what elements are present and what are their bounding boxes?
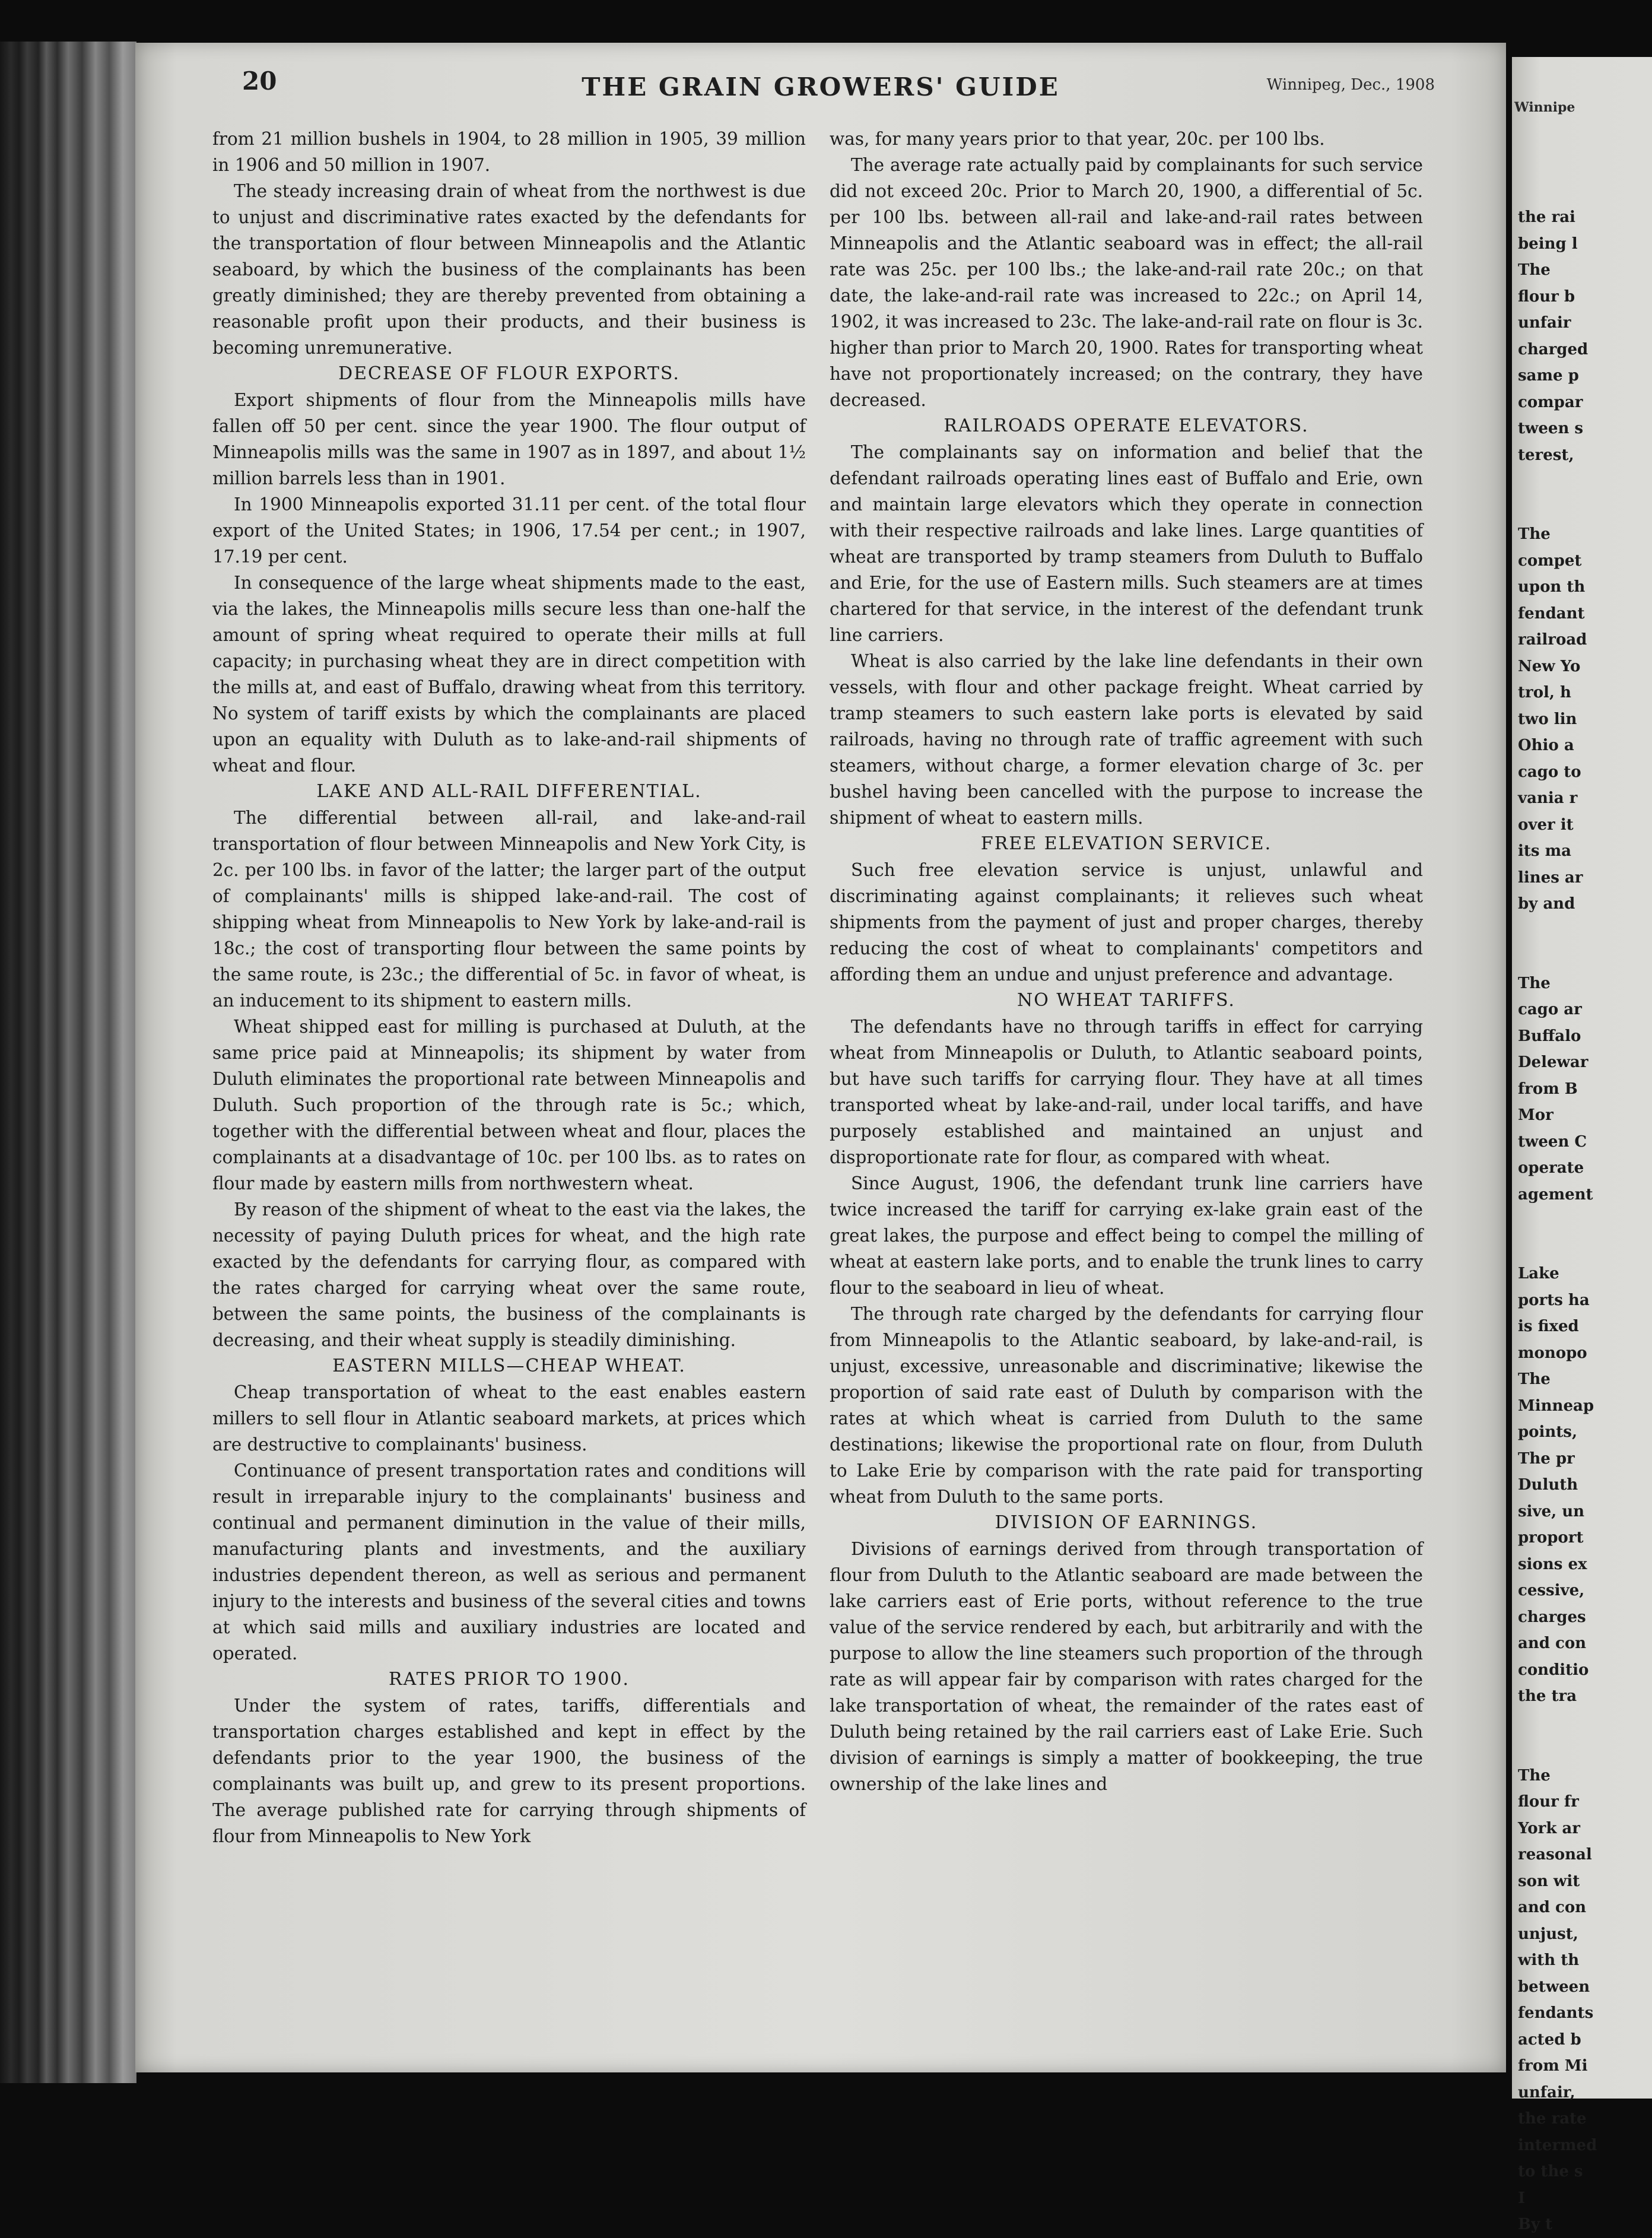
next-page-line-fragment: The <box>1518 1766 1551 1785</box>
paragraph: The differential between all-rail, and lake-and-rail transportation of flour between Minneapolis and New York City, is 2c. per 100 lbs. in favor of the latter; the larger part of the output of complainants' mills is shipped lake-and-rail. The cost of shipping wheat from Minneapolis to New York by lake-and-rail is 18c.; the cost of transporting flour between the same points by the same route, is 23c.; the differential of 5c. in favor of wheat, is an inducement to its shipment to eastern mills. <box>212 808 806 1011</box>
section-heading: DIVISION OF EARNINGS. <box>995 1512 1258 1533</box>
next-page-line-fragment: son wit <box>1518 1872 1580 1890</box>
left-text-column <box>212 126 806 1849</box>
next-page-line-fragment: cessive, <box>1518 1582 1585 1599</box>
next-page-line-fragment: lines ar <box>1518 868 1583 887</box>
next-page-edge <box>1512 57 1652 2233</box>
next-page-line-fragment: unfair, <box>1518 2083 1575 2102</box>
next-page-line-fragment: and con <box>1518 1899 1587 1916</box>
next-page-line-fragment <box>1518 468 1597 495</box>
section-heading: RATES PRIOR TO 1900. <box>389 1669 630 1690</box>
next-page-line-fragment: being l <box>1518 234 1578 253</box>
section-heading: DECREASE OF FLOUR EXPORTS. <box>338 363 680 384</box>
next-page-line-fragment: sions ex <box>1518 1555 1587 1573</box>
paragraph: Wheat shipped east for milling is purchased at Duluth, at the same price paid at Minneapolis; its shipment by water from Duluth eliminates the proportional rate between Minneapolis and Duluth. Such proportion of the through rate is 5c.; which, together with the differential between wheat and flour, places the complainants at a disadvantage of 10c. per 100 lbs. as to rates on flour made by eastern mills from northwestern wheat. <box>212 1017 806 1193</box>
next-page-line-fragment: Buffalo <box>1518 1027 1581 1045</box>
next-page-line-fragment: cago to <box>1518 763 1581 781</box>
paragraph: from 21 million bushels in 1904, to 28 million in 1905, 39 million in 1906 and 50 million in 1907. <box>212 129 806 175</box>
next-page-line-fragment: by and <box>1518 895 1575 913</box>
next-page-line-fragment: cago ar <box>1518 1001 1582 1018</box>
next-page-line-fragment <box>1518 1208 1597 1234</box>
next-page-line-fragment: reasonal <box>1518 1846 1592 1864</box>
next-page-line-fragment: The <box>1518 525 1551 543</box>
next-page-line-fragment: upon th <box>1518 578 1586 596</box>
next-page-line-fragment: vania r <box>1518 789 1578 807</box>
next-page-line-fragment: the rai <box>1518 208 1575 226</box>
next-page-line-fragment: compar <box>1518 393 1583 411</box>
masthead-title: THE GRAIN GROWERS' GUIDE <box>582 72 1060 101</box>
next-page-line-fragment: monopo <box>1518 1344 1587 1362</box>
paragraph: Continuance of present transportation rates and conditions will result in irreparable injury to the complainants' business and continual and permanent diminution in the value of their mills, manufacturing plants and investments, and the auxiliary industries dependent thereon, as well as serious and permanent injury to the interests and business of the several cities and towns at which said mills and auxiliary industries are located and operated. <box>212 1461 806 1664</box>
paragraph: Such free elevation service is unjust, unlawful and discriminating against complainants; it relieves such wheat shipments from the payment of just and proper charges, thereby reducing the cost of wheat to complainants' competitors and affording them an undue and unjust preference and advantage. <box>830 860 1423 985</box>
next-page-line-fragment <box>1518 1234 1597 1261</box>
next-page-line-fragment: The <box>1518 974 1551 992</box>
next-page-line-fragment: unfair <box>1518 314 1571 332</box>
right-text-column <box>830 126 1423 1797</box>
next-page-line-fragment: charges <box>1518 1608 1586 1626</box>
next-page-line-fragment: Lake <box>1518 1265 1559 1283</box>
page-number: 20 <box>242 66 277 96</box>
paragraph: By reason of the shipment of wheat to the east via the lakes, the necessity of paying Duluth prices for wheat, and the high rate exacted by the defendants for carrying flour, as compared with the rates charged for carrying wheat over the same route, between the same points, the business of the complainants is decreasing, and their wheat supply is steadily diminishing. <box>212 1199 806 1350</box>
next-page-line-fragment: railroad <box>1518 631 1587 649</box>
next-page-line-fragment <box>1518 918 1597 944</box>
next-page-line-fragment: is fixed <box>1518 1318 1579 1335</box>
section-heading: FREE ELEVATION SERVICE. <box>980 833 1272 854</box>
next-page-line-fragment: from Mi <box>1518 2057 1588 2075</box>
section-heading: LAKE AND ALL-RAIL DIFFERENTIAL. <box>316 781 702 802</box>
next-page-line-fragment: the rate <box>1518 2110 1587 2128</box>
next-page-line-fragment: I <box>1518 2189 1526 2207</box>
next-page-line-fragment: tween s <box>1518 420 1584 437</box>
paragraph: Export shipments of flour from the Minneapolis mills have fallen off 50 per cent. since the year 1900. The flour output of Minneapolis mills was the same in 1907 as in 1897, and about 1½ million barrels less than in 1901. <box>212 390 806 488</box>
next-page-line-fragment: operate <box>1518 1159 1584 1177</box>
next-page-line-fragment: The pr <box>1518 1449 1575 1468</box>
next-page-line-fragment: conditio <box>1518 1661 1589 1679</box>
next-page-line-fragment: unjust, <box>1518 1925 1578 1943</box>
paragraph: Cheap transportation of wheat to the east enables eastern millers to sell flour in Atlantic seaboard markets, at prices which are destructive to complainants' business. <box>212 1382 806 1455</box>
next-page-line-fragment: the tra <box>1518 1687 1577 1705</box>
next-page-line-fragment: intermed <box>1518 2136 1597 2154</box>
paragraph: Under the system of rates, tariffs, differentials and transportation charges established and kept in effect by the defendants prior to the year 1900, the business of the complainants was built up, and grew to its present proportions. The average published rate for carrying through shipments of flour from Minneapolis to New York <box>212 1696 806 1846</box>
paragraph: In 1900 Minneapolis exported 31.11 per cent. of the total flour export of the United States; in 1906, 17.54 per cent.; in 1907, 17.19 per cent. <box>212 494 806 567</box>
next-page-line-fragment: charged <box>1518 340 1589 358</box>
next-page-text-fragments <box>1518 204 1597 2238</box>
next-page-line-fragment: to the s <box>1518 2163 1583 2180</box>
next-page-line-fragment <box>1518 1736 1597 1763</box>
next-page-line-fragment: flour b <box>1518 287 1575 306</box>
newspaper-page <box>135 43 1506 2072</box>
next-page-header-fragment: Winnipe <box>1514 100 1575 115</box>
paragraph: The average rate actually paid by complainants for such service did not exceed 20c. Prior to March 20, 1900, a differential of 5c. per 100 lbs. between all-rail and lake-and-rail rates between Minneapolis and the Atlantic seaboard was in effect; the all-rail rate was 25c. per 100 lbs.; the lake-and-rail rate 20c.; on that date, the lake-and-rail rate was increased to 22c.; on April 14, 1902, it was increased to 23c. The lake-and-rail rate on flour is 3c. higher than prior to March 20, 1900. Rates for transporting wheat have not proportionately increased; on the contrary, they have decreased. <box>830 155 1423 410</box>
paragraph: The through rate charged by the defendants for carrying flour from Minneapolis to the Atlantic seaboard, by lake-and-rail, is unjust, excessive, unreasonable and discriminative; likewise the proportion of said rate east of Duluth by comparison with the rates at which wheat is carried from Duluth to the same destinations; likewise the proportional rate on flour, from Duluth to Lake Erie by comparison with the rate paid for transporting wheat from Duluth to the same ports. <box>830 1304 1423 1507</box>
next-page-line-fragment: Minneap <box>1518 1396 1594 1415</box>
next-page-line-fragment <box>1518 495 1597 522</box>
next-page-line-fragment: fendants <box>1518 2004 1594 2022</box>
next-page-line-fragment <box>1518 1710 1597 1737</box>
next-page-line-fragment: trol, h <box>1518 684 1571 701</box>
paragraph: The steady increasing drain of wheat from the northwest is due to unjust and discriminative rates exacted by the defendants for the transportation of flour between Minneapolis and the Atlantic seaboard, by which the business of the complainants has been greatly diminished; they are thereby prevented from obtaining a reasonable profit upon their products, and their business is becoming unremunerative. <box>212 181 806 358</box>
next-page-line-fragment: New Yo <box>1518 657 1581 675</box>
next-page-line-fragment: ports ha <box>1518 1291 1590 1309</box>
next-page-line-fragment: over it <box>1518 815 1574 834</box>
next-page-line-fragment <box>1518 944 1597 970</box>
paragraph: The complainants say on information and belief that the defendant railroads operating lines east of Buffalo and Erie, own and maintain large elevators which they operate in connection with their respective railroads and lake lines. Large quantities of wheat are transported by tramp steamers from Duluth to Buffalo and Erie, for the use of Eastern mills. Such steamers are at times chartered for that service, in the interest of the defendant trunk line carriers. <box>830 442 1423 645</box>
section-heading: RAILROADS OPERATE ELEVATORS. <box>943 415 1309 436</box>
paragraph: was, for many years prior to that year, 20c. per 100 lbs. <box>830 129 1325 149</box>
book-binding <box>0 42 136 2083</box>
next-page-line-fragment: The <box>1518 261 1551 279</box>
next-page-line-fragment: The <box>1518 1370 1551 1388</box>
next-page-line-fragment: two lin <box>1518 710 1577 728</box>
next-page-line-fragment: agement <box>1518 1185 1593 1204</box>
next-page-line-fragment: sive, un <box>1518 1502 1585 1520</box>
paragraph: Since August, 1906, the defendant trunk line carriers have twice increased the tariff for carrying ex-lake grain east of the great lakes, the purpose and effect being to compel the milling of wheat at eastern lake ports, and to enable the trunk lines to carry flour to the seaboard in lieu of wheat. <box>830 1173 1423 1298</box>
next-page-line-fragment: terest, <box>1518 446 1574 464</box>
dateline: Winnipeg, Dec., 1908 <box>1266 76 1435 94</box>
next-page-line-fragment: Duluth <box>1518 1476 1578 1494</box>
next-page-line-fragment: York ar <box>1518 1819 1580 1837</box>
section-heading: NO WHEAT TARIFFS. <box>1017 990 1235 1011</box>
section-heading: EASTERN MILLS—CHEAP WHEAT. <box>332 1356 686 1376</box>
next-page-line-fragment: Delewar <box>1518 1053 1589 1071</box>
page-header <box>135 66 1506 120</box>
next-page-line-fragment: fendant <box>1518 604 1585 623</box>
next-page-line-fragment: between <box>1518 1977 1590 1996</box>
next-page-line-fragment: points, <box>1518 1423 1578 1441</box>
next-page-line-fragment: and con <box>1518 1634 1587 1652</box>
next-page-line-fragment: tween C <box>1518 1132 1587 1151</box>
next-page-line-fragment: proport <box>1518 1529 1584 1547</box>
next-page-line-fragment: flour fr <box>1518 1793 1579 1811</box>
next-page-line-fragment: Ohio a <box>1518 737 1574 754</box>
paragraph: Wheat is also carried by the lake line defendants in their own vessels, with flour and other package freight. Wheat carried by tramp steamers to such eastern lake ports is elevated by said railroads, having no through rate of traffic agreement with such steamers, without charge, a former elevation charge of 3c. per bushel having been cancelled with the purpose to increase the shipment of wheat to eastern mills. <box>830 651 1423 828</box>
next-page-line-fragment: from B <box>1518 1080 1578 1098</box>
next-page-line-fragment: its ma <box>1518 842 1571 860</box>
paragraph: In consequence of the large wheat shipments made to the east, via the lakes, the Minneapolis mills secure less than one-half the amount of spring wheat required to operate their mills at full capacity; in purchasing wheat they are in direct competition with the mills at, and east of Buffalo, drawing wheat from this territory. No system of tariff exists by which the complainants are placed upon an equality with Duluth as to lake-and-rail shipments of wheat and flour. <box>212 573 806 776</box>
next-page-line-fragment: By t <box>1518 2215 1553 2233</box>
next-page-line-fragment: compet <box>1518 551 1582 570</box>
paragraph: The defendants have no through tariffs in effect for carrying wheat from Minneapolis or Duluth, to Atlantic seaboard points, but have such tariffs for carrying flour. They have at all times transported wheat by lake-and-rail, under local tariffs, and have purposely established and maintained an unjust and disproportionate rate for flour, as compared with wheat. <box>830 1017 1423 1167</box>
next-page-line-fragment: Mor <box>1518 1106 1553 1124</box>
next-page-line-fragment: with th <box>1518 1951 1580 1969</box>
next-page-line-fragment: same p <box>1518 367 1579 385</box>
next-page-line-fragment: acted b <box>1518 2030 1581 2049</box>
paragraph: Divisions of earnings derived from through transportation of flour from Duluth to the Atlantic seaboard are made between the lake carriers east of Erie ports, without reference to the true value of the service rendered by each, but arbitrarily and with the purpose to allow the line steamers such proportion of the through rate as will appear fair by comparison with rates charged for the lake transportation of wheat, the remainder of the rates east of Duluth being retained by the rail carriers east of Lake Erie. Such division of earnings is simply a matter of bookkeeping, the true ownership of the lake lines and <box>830 1539 1423 1794</box>
